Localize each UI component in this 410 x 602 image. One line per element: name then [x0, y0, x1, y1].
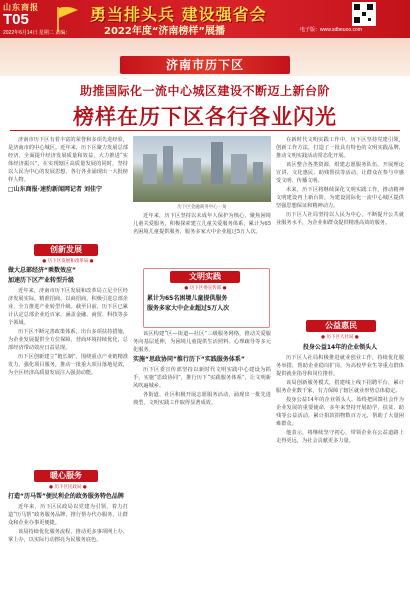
column-2-paragraph: 各街道、社区积极开展志愿服务活动，涌现出一批先进典型，文明实践工作取得显著成效。	[133, 392, 271, 406]
column-4-paragraph: 该局创新服务模式，搭建线上线下招聘平台，累计服务企业数千家，有力保障了辖区就业形势总体稳定。	[276, 380, 404, 394]
qr-code-icon	[352, 2, 376, 26]
civilization-subheads	[147, 293, 265, 323]
column-1-paragraph: 该局持续优化服务流程，推动更多事项网上办、掌上办，以实际行动擦亮为民服务底色。	[8, 529, 128, 543]
tag-civilization-source: ● 历下区委宣传部 ●	[184, 286, 227, 291]
column-3-paragraph: 未来，历下区将继续深化文明实践工作，推动精神文明建设再上新台阶，为建设国际化一流中心城区提供坚强思想保证和精神动力。	[276, 187, 404, 209]
subhead-4: 服务多家大中企业超过5万人次	[147, 305, 230, 312]
tag-innovation-source: ● 历下区发展和改革局 ●	[42, 259, 94, 264]
masthead-subhead: 2022年度“济南榜样”展播	[104, 26, 225, 37]
article-deck: 助推国际化一流中心城区建设不断迈上新台阶	[79, 84, 330, 98]
column-2-paragraph: 历下区委宣传部坚持以新时代文明实践中心建设为抓手，实施“思政协同”，推行历下“实践服务体系”，让文明新风吹遍城乡。	[133, 367, 271, 389]
website-line: 电子版：www.sdbeuoo.com	[300, 27, 362, 33]
article-main-title: 榜样在历下区各行各业闪光	[73, 105, 337, 129]
masthead-headline: 勇当排头兵 建设强省会	[90, 5, 267, 24]
intro-byline: □山东商报·速豹新闻网记者 刘佳宁	[8, 186, 103, 193]
column-3	[276, 136, 404, 316]
column-2-paragraph: 近年来，历下区坚持以未成年人保护为核心，聚焦困境儿童关爱服务，积极探索建立儿童关爱服务体系，累计为65名困境儿童提供服务，服务多家大中企业超过5万人次。	[133, 213, 271, 235]
column-1-lower	[8, 491, 128, 599]
district-photo	[133, 136, 271, 202]
photo-caption: 历下区金融商务中心一角	[177, 205, 227, 210]
column-4-paragraph: 历下区人社局积极推进就业创业工作，持续优化服务举措，帮助企业稳岗扩岗，为高校毕业生等重点群体提供就业指导和岗位推荐。	[276, 355, 404, 377]
paper-name: 山东商报	[3, 3, 39, 12]
intro-paragraph: 济南市历下区有着丰富的荣誉和多项先进经验，是济南市的中心城区。近年来，历下区聚力发展总部经济，全面提升经济发展质量和效益，大力推进“实体经济振兴”，在实现辖区高质量发展的同时，坚持以人民为中心的发展思想，各行各业涌现出一大批榜样人物。	[8, 137, 128, 183]
column-2-top	[133, 212, 271, 262]
column-2-paragraph: 该区构建“区—街道—社区”三级服务网络，推动关爱服务向基层延伸，为困境儿童提供生活照料、心理疏导等多元化服务。	[133, 331, 271, 353]
title-rule	[10, 130, 400, 131]
tag-warm-service: 暖心服务	[34, 470, 98, 482]
column-4-paragraph: 投身公益14年的企业领头人，始终把回馈社会作为企业发展的重要使命，多年来坚持开展助学、扶贫、助残等公益活动，累计捐款捐物数百万元，帮助了大量困难群众。	[276, 397, 404, 427]
column-1-paragraph: 历下区不断完善政策体系，出台多项扶持措施，为企业发展提供全方位保障，营商环境持续优化，总部经济带动效应日益显现。	[8, 329, 128, 351]
subhead-1: 做大总部经济“乘数效应”	[8, 267, 76, 274]
column-1	[8, 265, 128, 465]
tag-warm-service-source: ● 历下区民政局 ●	[49, 485, 87, 490]
section-title: 济南市历下区	[120, 56, 290, 74]
column-3-paragraph: 在新时代文明实践工作中，历下区坚持党建引领，创新工作方法，打造了一批具有特色的文明实践品牌，推动文明实践活动常态化开展。	[276, 137, 404, 159]
red-flag-icon	[54, 5, 82, 33]
column-4	[276, 342, 404, 598]
subhead-3: 累计为65名困境儿童提供服务	[147, 295, 228, 302]
column-2	[133, 330, 271, 598]
tag-civilization: 文明实践	[170, 271, 240, 283]
subhead-6: 打造“历马帮”便民利企的政务服务特色品牌	[8, 493, 124, 500]
column-1-paragraph: 近年来，济南市历下区发展和改革局立足全区经济发展实际，精准招商、以商招商，积极引进总部企业，全力推进产业转型升级。截至目前，历下区已累计认定总部企业近百家，涵盖金融、商贸、科技等多个领域。	[8, 288, 128, 326]
column-1-paragraph: 历下区创新建立“链长制”，围绕重点产业链精准发力，强化项目服务，推动一批重大项目落地见效，为全区经济高质量发展注入强劲动能。	[8, 354, 128, 376]
tag-public-welfare-source: ● 历下区人社局 ●	[321, 335, 359, 340]
intro-column	[8, 136, 128, 240]
date-line: 2022年6月14日 星期二 责编：	[3, 30, 71, 36]
column-3-paragraph: 该区整合各类资源，组建志愿服务队伍，开展理论宣讲、文化惠民、助残帮扶等活动，让群众在参与中感受文明、传播文明。	[276, 162, 404, 184]
newspaper-logo	[3, 2, 71, 36]
page-code: T05	[3, 11, 29, 28]
masthead-banner	[0, 0, 410, 38]
subhead-7: 投身公益14年的企业领头人	[302, 344, 378, 351]
tag-innovation: 创新发展	[34, 244, 98, 256]
column-4-paragraph: 他表示，将继续坚守初心，带领企业在公益道路上走得更远，为社会贡献更多力量。	[276, 430, 404, 444]
column-3-paragraph: 历下区人社局坚持以人民为中心，不断提升公共就业服务水平，为企业和群众提供精准高效的服务。	[276, 212, 404, 226]
tag-public-welfare: 公益惠民	[306, 320, 376, 332]
subhead-5: 实施“思政协同”推行历下“实践服务体系”	[133, 356, 245, 363]
subhead-2: 加速历下区产业转型升级	[8, 277, 75, 284]
column-1-paragraph: 近年来，历下区民政局以党建为引领，着力打造“历马帮”政务服务品牌，推行帮办代办服务，让群众和企业办事更便捷。	[8, 504, 128, 526]
